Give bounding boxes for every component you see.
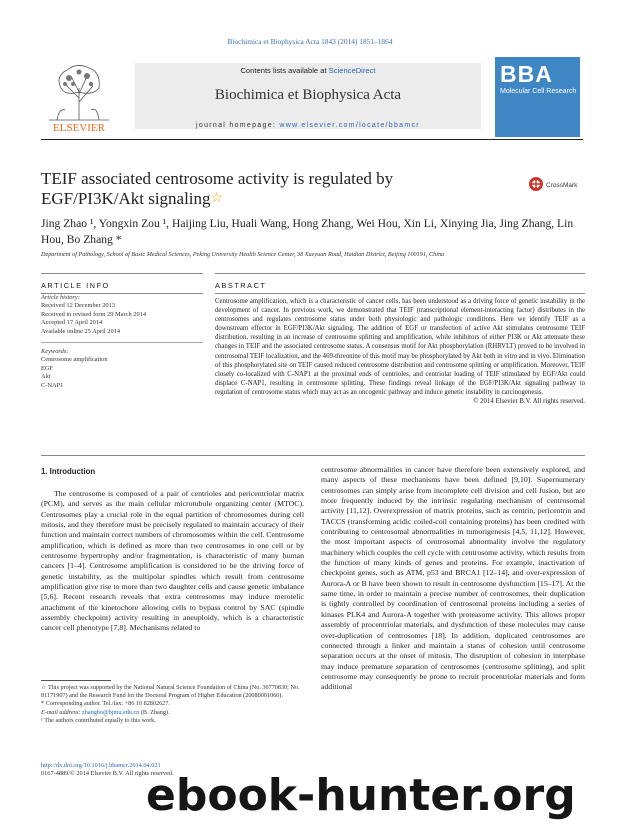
divider-keywords <box>41 342 203 343</box>
crossmark-label: CrossMark <box>546 182 578 189</box>
introduction-heading: 1. Introduction <box>41 467 96 476</box>
history-accepted: Accepted 17 April 2014 <box>41 319 103 327</box>
abstract-text: Centrosome amplification, which is a characteristic of cancer cells, has been understood as a driving force of genetic instability in the development of cancer. In previous work, we demonstrated that TEIF (transcriptional element-interacting factor) distributes in the centrosomes and regulates centrosome status under both physiologic and pathologic conditions. Here we identify TEIF as a downstream effector in EGF/PI3K/Akt signaling. The addition of EGF or transfection of active Akt stimulates centrosome TEIF distribution, resulting in an increase of centrosome splitting and amplification, while inhibitors of either PI3K or Akt attenuate these changes in TEIF and the associated centrosome status. A consensus motif for Akt phosphorylation (RHRVLT) proved to be involved in centrosomal TEIF localization, and the 469-threonine of this motif may be phosphorylated by Akt both in vitro and in vivo. Elimination of this phosphorylated site on TEIF caused reduced centrosome distribution and centrosome splitting or amplification. Moreover, TEIF closely co-localized with C-NAP1 at the proximal ends of centrioles, and centriolar loading of TEIF stimulated by EGF/Akt could displace C-NAP1, resulting in centrosome splitting. These findings reveal linkage of the EGF/PI3K/Akt signaling pathway to regulation of centrosome status which may act as an oncogenic pathway and induce genetic instability in carcinogenesis. <box>215 298 585 396</box>
homepage-prefix: journal homepage: <box>196 122 280 129</box>
keyword-item: C-NAP1 <box>41 381 64 389</box>
intro-paragraph-right: centrosome abnormalities in cancer have therefore been extensively explored, and many aspects of these mechanisms have been defined [9,10]. Supernumerary centrosomes can simply arise from incomplete cell division and cell fusion, but are more frequently induced by the intrinsic regulating mechanism of centrosomal activity [11,12]. Overexpression of matrix proteins, such as centrin, pericentrin and TACCS (transforming acidic coiled-coil containing proteins) has been credited with contributing to centrosomal abnormalities in tumorigenesis [4,5, 11,12]. However, the most important aspects of centrosomal abnormality involve the regulatory machinery which couples the cell cycle with centrosome activity, which results from the function of many kinds of genes and proteins. For example, inactivation of checkpoint genes, such as ATM, p53 and BRCA1 [12–14], and over-expression of Aurora-A or B have been shown to result in centrosome dysfunction [15–17]. At the same time, in order to maintain a precise number of centrosomes, their duplication is tightly controlled by coordination of centrosomal proteins including a series of kinases PLK4 and Aurora-A together with proteasome activity. This allows proper assembly of procentriolar materials, and dysfunction of these molecules may cause over-duplication of centrosomes [18]. In addition, duplicated centrosomes are connected through a linker and maintain a status of cohesion until centrosome separation occurs at the onset of mitosis. The disruption of cohesion in interphase may induce premature separation of centrosomes (centrosome splitting), and split centrosome may consequently be prone to recruit procentriolar materials and form additional <box>321 465 585 692</box>
contents-available-line <box>135 66 481 75</box>
abstract-block <box>215 297 585 406</box>
title-line-2: EGF/PI3K/Akt signaling <box>41 189 211 208</box>
divider-abstract-top <box>215 273 585 274</box>
crossmark-badge-icon[interactable] <box>528 176 585 192</box>
abstract-heading: ABSTRACT <box>215 281 267 290</box>
divider-body-top <box>41 455 585 456</box>
keyword-item: Akt <box>41 373 51 381</box>
doi-link[interactable]: http://dx.doi.org/10.1016/j.bbamcr.2014.04.021 <box>41 762 161 769</box>
abstract-copyright: © 2014 Elsevier B.V. All rights reserved. <box>473 398 585 406</box>
homepage-url-link[interactable]: www.elsevier.com/locate/bbamcr <box>279 122 420 129</box>
watermark-text: ebook-hunter.org <box>146 770 576 821</box>
elsevier-wordmark: ELSEVIER <box>53 122 105 134</box>
funding-star-icon[interactable]: ☆ <box>210 191 224 206</box>
footnote-rule <box>41 680 111 681</box>
journal-citation[interactable]: Biochimica et Biophysica Acta 1843 (2014) 1851–1864 <box>227 37 393 46</box>
history-online: Available online 25 April 2014 <box>41 327 121 335</box>
footnotes <box>41 684 304 725</box>
intro-paragraph-left: The centrosome is composed of a pair of centrioles and pericentriolar matrix (PCM), and serves as the main cellular microtubule organizing center (MTOC). Centrosomes play a crucial role in the equal partition of chromosomes during cell mitosis, and they therefore must be precisely regulated to maintain accuracy of their function and maintain correct numbers of chromosomes within the cell. Centrosome amplification, which is defined as more than two centrosomes in one cell or by centrosome hypertrophy and/or fragmentation, is characteristic of many human cancers [1–4]. Centrosome amplification is considered to be the driving force of genetic instability, as the multipolar spindles which result from centrosome amplification give rise to more than two daughter cells and cause genetic imbalance [5,6]. Recent research reveals that extra centrosomes may induce merotelic attachment of the kinetochore allowing cells to bypass control by SAC (spindle assembly checkpoint) activity resulting in aneuploidy, which is a characteristic cancer cell phenotype [7,8]. Mechanisms related to <box>41 489 304 633</box>
footnote-email-line <box>41 709 304 717</box>
history-revised: Received in revised form 29 March 2014 <box>41 310 147 318</box>
divider-abstract-mid <box>215 293 585 294</box>
issn-copyright: 0167-4889/© 2014 Elsevier B.V. All rights reserved. <box>41 770 174 777</box>
author-list: Jing Zhao ¹, Yongxin Zou ¹, Haijing Liu, Huali Wang, Hong Zhang, Wei Hou, Xin Li, Xinying Jia, Jing Zhang, Lin Hou, Bo Zhang * <box>41 217 574 246</box>
article-title <box>41 169 481 209</box>
elsevier-tree-logo <box>41 58 117 134</box>
footnote-corresponding: * Corresponding author. Tel./fax: +86 10 82802627. <box>41 700 170 708</box>
journal-homepage <box>135 122 481 129</box>
footnote-equal-contribution: ¹ The authors contributed equally to this work. <box>41 716 156 724</box>
email-suffix: (B. Zhang). <box>139 708 170 716</box>
cover-subtitle: Molecular Cell Research <box>500 88 577 95</box>
article-info-block <box>41 294 203 390</box>
keywords-label: Keywords: <box>41 348 69 356</box>
divider-info-top <box>41 273 203 274</box>
keyword-item: Centrosome amplification <box>41 356 108 364</box>
journal-title: Biochimica et Biophysica Acta <box>214 87 402 103</box>
email-link[interactable]: zhangbo@bjmu.edu.cn <box>82 708 140 716</box>
history-label: Article history: <box>41 294 80 301</box>
article-info-heading: ARTICLE INFO <box>41 281 110 290</box>
keyword-item: EGF <box>41 364 54 372</box>
email-label: E-mail address: <box>41 708 83 716</box>
title-line-1: TEIF associated centrosome activity is regulated by <box>41 169 394 188</box>
contents-prefix: Contents lists available at <box>240 66 329 75</box>
affiliation: Department of Pathology, School of Basic Medical Sciences, Peking University Health Science Center, 38 Xueyuan Road, Haidian District, Beijing 100191, China <box>41 251 445 258</box>
history-received: Received 12 December 2013 <box>41 302 115 310</box>
body-left-column <box>41 489 304 634</box>
cover-bba-title: BBA <box>500 61 553 87</box>
sciencedirect-link[interactable]: ScienceDirect <box>328 66 376 75</box>
footnote-funding: ☆ This project was supported by the National Natural Science Foundation of China (No. 30770830; No. 81171907) and the Research Fund for the Doctoral Program of Higher Education (20080001060). <box>41 684 300 700</box>
body-right-column <box>321 465 585 693</box>
